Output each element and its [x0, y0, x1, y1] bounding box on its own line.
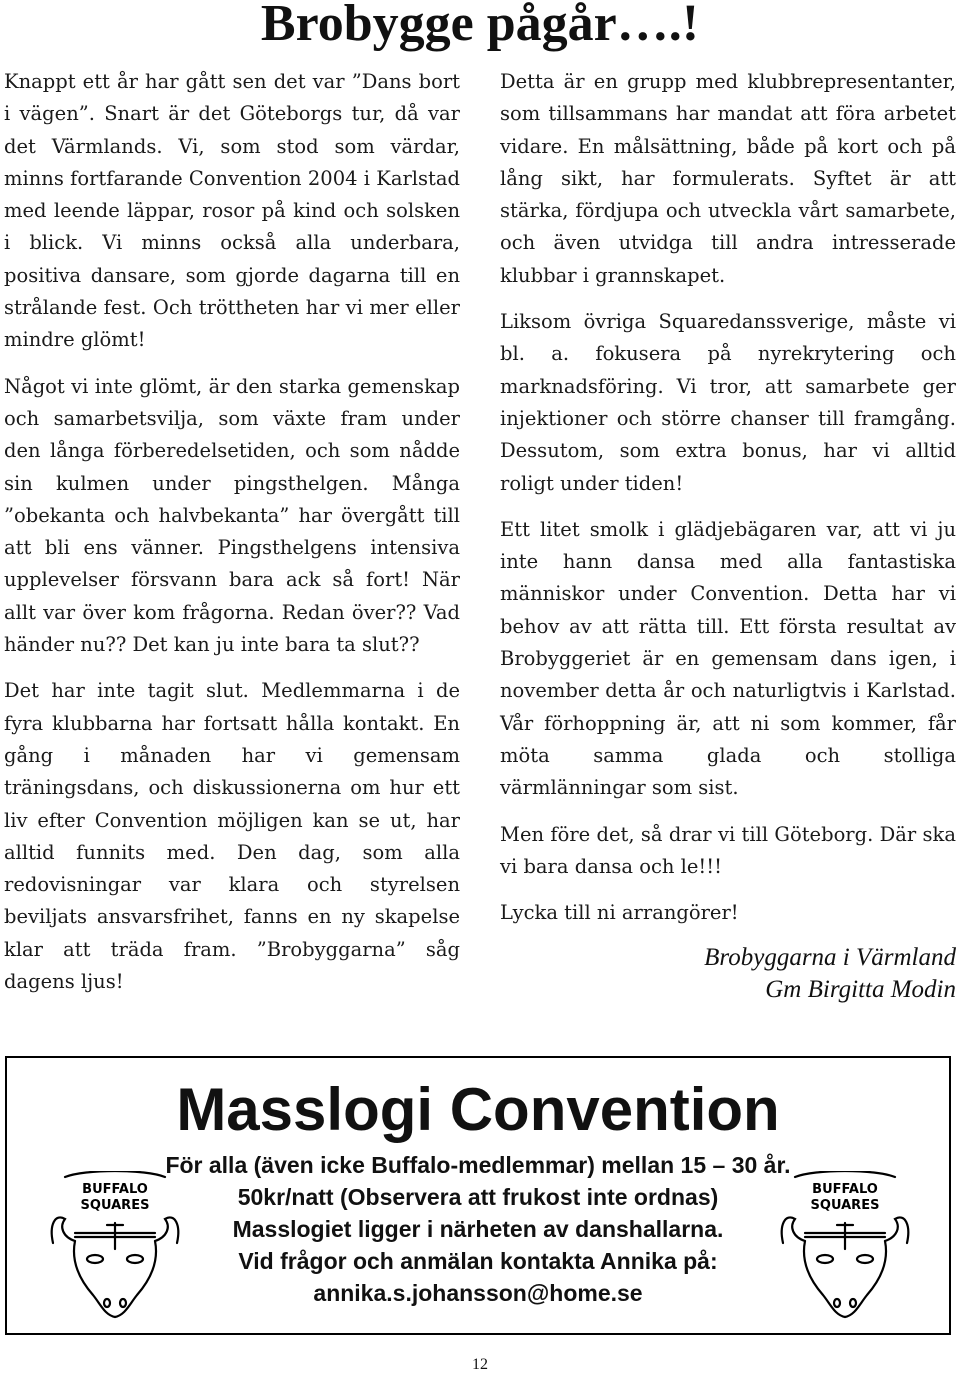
buffalo-squares-logo-right	[775, 1171, 915, 1321]
ad-title: Masslogi Convention	[176, 1076, 780, 1143]
page-number: 12	[472, 1356, 488, 1373]
signature-line-1: Brobyggarna i Värmland	[704, 944, 956, 971]
masslogi-advertisement	[5, 1056, 951, 1335]
ad-line-4: Vid frågor och anmälan kontakta Annika på:	[238, 1248, 718, 1274]
right-paragraph-4: Men före det, så drar vi till Göteborg. Där ska vi bara dansa och le!!!	[500, 822, 956, 878]
left-column	[4, 66, 460, 1012]
ad-line-3: Masslogiet ligger i närheten av danshallarna.	[232, 1216, 724, 1242]
ad-email[interactable]: annika.s.johansson@home.se	[313, 1280, 643, 1306]
logo-text-bottom: SQUARES	[810, 1198, 880, 1213]
left-paragraph-2: Något vi inte glömt, är den starka gemenskap och samarbetsvilja, som växte fram under den långa förberedelsetiden, och som nådde sin kulmen under pingsthelgen. Många ”obekanta och halvbekanta” har övergått till att bli ens vänner. Pingsthelgens intensiva upplevelser försvann bara ack så fort! När allt var över kom frågorna. Redan över?? Vad händer nu?? Det kan ju inte bara ta slut??	[4, 374, 460, 657]
signature-line-2: Gm Birgitta Modin	[765, 976, 956, 1003]
logo-text-top: BUFFALO	[812, 1182, 878, 1197]
right-paragraph-2: Liksom övriga Squaredanssverige, måste vi bl. a. fokusera på nyrekrytering och marknadsföring. Vi tror, att samarbete ger injektioner och större chanser till framgång. Dessutom, som extra bonus, har vi alltid roligt under tiden!	[500, 310, 956, 495]
right-paragraph-1: Detta är en grupp med klubbrepresentanter, som tillsammans har mandat att föra arbetet vidare. En målsättning, både på kort och på lång sikt, har formulerats. Syftet är att stärka, fördjupa och utveckla vårt samarbete, och även utvidga till andra intresserade klubbar i grannskapet.	[500, 70, 956, 287]
logo-text-bottom: SQUARES	[80, 1198, 150, 1213]
signature	[704, 942, 956, 1006]
buffalo-squares-logo-left	[45, 1171, 185, 1321]
right-paragraph-5: Lycka till ni arrangörer!	[500, 901, 739, 925]
logo-text-top: BUFFALO	[82, 1182, 148, 1197]
buffalo-head-icon	[782, 1171, 909, 1317]
buffalo-head-icon	[52, 1171, 179, 1317]
right-paragraph-3: Ett litet smolk i glädjebägaren var, att vi ju inte hann dansa med alla fantastiska människor under Convention. Detta har vi behov av att rätta till. Ett första resultat av Brobyggeriet är en gemensam dans igen, i november detta år och naturligtvis i Karlstad. Vår förhoppning är, att ni som kommer, får möta samma glada och stolliga värmlänningar som sist.	[500, 517, 956, 800]
page-title: Brobygge pågår….!	[260, 0, 700, 52]
right-column	[500, 66, 956, 943]
ad-line-1: För alla (även icke Buffalo-medlemmar) mellan 15 – 30 år.	[165, 1152, 791, 1178]
ad-line-2: 50kr/natt (Observera att frukost inte ordnas)	[237, 1184, 719, 1210]
left-paragraph-1: Knappt ett år har gått sen det var ”Dans bort i vägen”. Snart är det Göteborgs tur, då var det Värmlands. Vi, som stod som värdar, minns fortfarande Convention 2004 i Karlstad med leende läppar, rosor på kind och solsken i blick. Vi minns också alla underbara, positiva dansare, som gjorde dagarna till en strålande fest. Och tröttheten har vi mer eller mindre glömt!	[4, 70, 460, 352]
left-paragraph-3: Det har inte tagit slut. Medlemmarna i de fyra klubbarna har fortsatt hålla kontakt. En gång i månaden har vi gemensam träningsdans, och diskussionerna om hur ett liv efter Convention möjligen kan se ut, har alltid funnits med. Den dag, som alla redovisningar var klara och styrelsen beviljats ansvarsfrihet, fanns en ny skapelse klar att träda fram. ”Brobyggarna” såg dagens ljus!	[4, 679, 460, 994]
